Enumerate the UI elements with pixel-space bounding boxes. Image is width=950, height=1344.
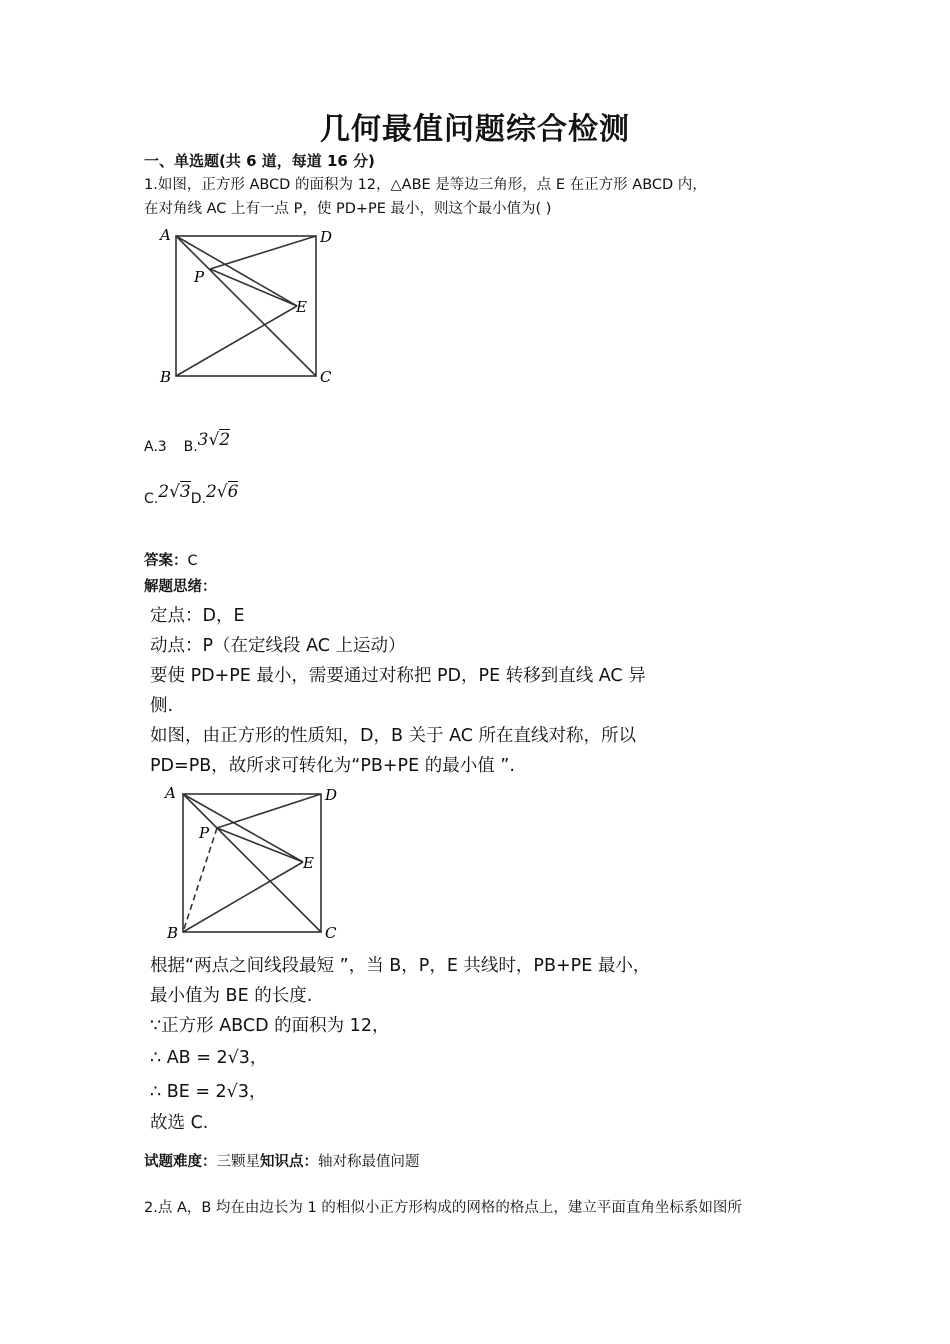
label-b-2: B xyxy=(167,924,179,942)
label-e: E xyxy=(296,298,307,316)
answer-label: 答案： xyxy=(144,553,188,569)
label-c: C xyxy=(320,368,332,386)
solution-line-12: 故选 C. xyxy=(150,1113,209,1133)
knowledge-label: 知识点： xyxy=(260,1154,318,1170)
difficulty-value: 三颗星 xyxy=(216,1154,260,1170)
solution-line-5: 如图，由正方形的性质知，D，B 关于 AC 所在直线对称，所以 xyxy=(150,726,637,746)
segment-pd-2 xyxy=(217,794,321,828)
label-d: D xyxy=(320,228,333,246)
solution-line-6: PD=PB，故所求可转化为“PB+PE 的最小值 ”. xyxy=(150,756,515,776)
option-a-value: 3 xyxy=(157,439,167,455)
knowledge-value: 轴对称最值问题 xyxy=(318,1154,420,1170)
section-heading: 一、单选题(共 6 道，每道 16 分) xyxy=(144,152,375,170)
segment-pb-dashed xyxy=(183,828,217,932)
segment-pe xyxy=(210,269,297,306)
solution-line-10: ∴ AB = 2√3， xyxy=(150,1048,268,1068)
page-title: 几何最值问题综合检测 xyxy=(320,112,630,147)
solution-line-4: 侧. xyxy=(150,696,174,716)
option-c-label: C. xyxy=(144,491,159,507)
segment-be xyxy=(176,306,297,376)
answer-line xyxy=(144,550,198,572)
option-b-label: B. xyxy=(183,439,198,455)
options-row-1: A.3 B.3√2 xyxy=(144,430,231,455)
label-p: P xyxy=(194,268,205,286)
segment-pe-2 xyxy=(217,828,303,862)
label-d-2: D xyxy=(325,786,338,804)
question-meta xyxy=(144,1150,420,1171)
answer-value: C xyxy=(187,553,198,569)
solution-line-1: 定点：D，E xyxy=(150,606,245,626)
label-a-2: A xyxy=(165,784,176,802)
solution-line-8: 最小值为 BE 的长度. xyxy=(150,986,313,1006)
question-1-stem-line-1: 1.如图，正方形 ABCD 的面积为 12，△ABE 是等边三角形，点 E 在正方形 ABCD 内， xyxy=(144,177,707,193)
option-d-rad: 6 xyxy=(227,482,239,502)
difficulty-label: 试题难度： xyxy=(144,1154,217,1170)
label-c-2: C xyxy=(325,924,337,942)
solution-line-9: ∵正方形 ABCD 的面积为 12， xyxy=(150,1016,390,1036)
figure-square-abcd-symmetric xyxy=(155,780,355,945)
option-c-coef: 2 xyxy=(158,482,170,502)
solution-line-3: 要使 PD+PE 最小，需要通过对称把 PD，PE 转移到直线 AC 异 xyxy=(150,666,646,686)
option-c-rad: 3 xyxy=(179,482,191,502)
solution-line-11: ∴ BE = 2√3， xyxy=(150,1082,267,1102)
segment-pd xyxy=(210,236,316,269)
question-2-stem-line-1: 2.点 A，B 均在由边长为 1 的相似小正方形构成的网格的格点上，建立平面直角坐标系如图所 xyxy=(144,1200,742,1216)
question-1-stem-line-2: 在对角线 AC 上有一点 P，使 PD+PE 最小，则这个最小值为( ) xyxy=(144,201,552,217)
label-e-2: E xyxy=(303,854,314,872)
figure-square-abcd xyxy=(150,222,350,392)
option-b-coef: 3 xyxy=(197,430,209,450)
label-b: B xyxy=(160,368,172,386)
label-a: A xyxy=(160,226,171,244)
solution-label: 解题思绪： xyxy=(144,579,217,595)
option-a-label: A. xyxy=(144,439,158,455)
option-b-rad: 2 xyxy=(219,430,231,450)
label-p-2: P xyxy=(199,824,210,842)
options-row-2: C.2√3D.2√6 xyxy=(144,482,239,507)
solution-line-2: 动点：P（在定线段 AC 上运动） xyxy=(150,636,406,656)
solution-line-7: 根据“两点之间线段最短 ”，当 B，P，E 共线时，PB+PE 最小， xyxy=(150,956,651,976)
option-d-coef: 2 xyxy=(205,482,217,502)
option-d-label: D. xyxy=(190,491,206,507)
